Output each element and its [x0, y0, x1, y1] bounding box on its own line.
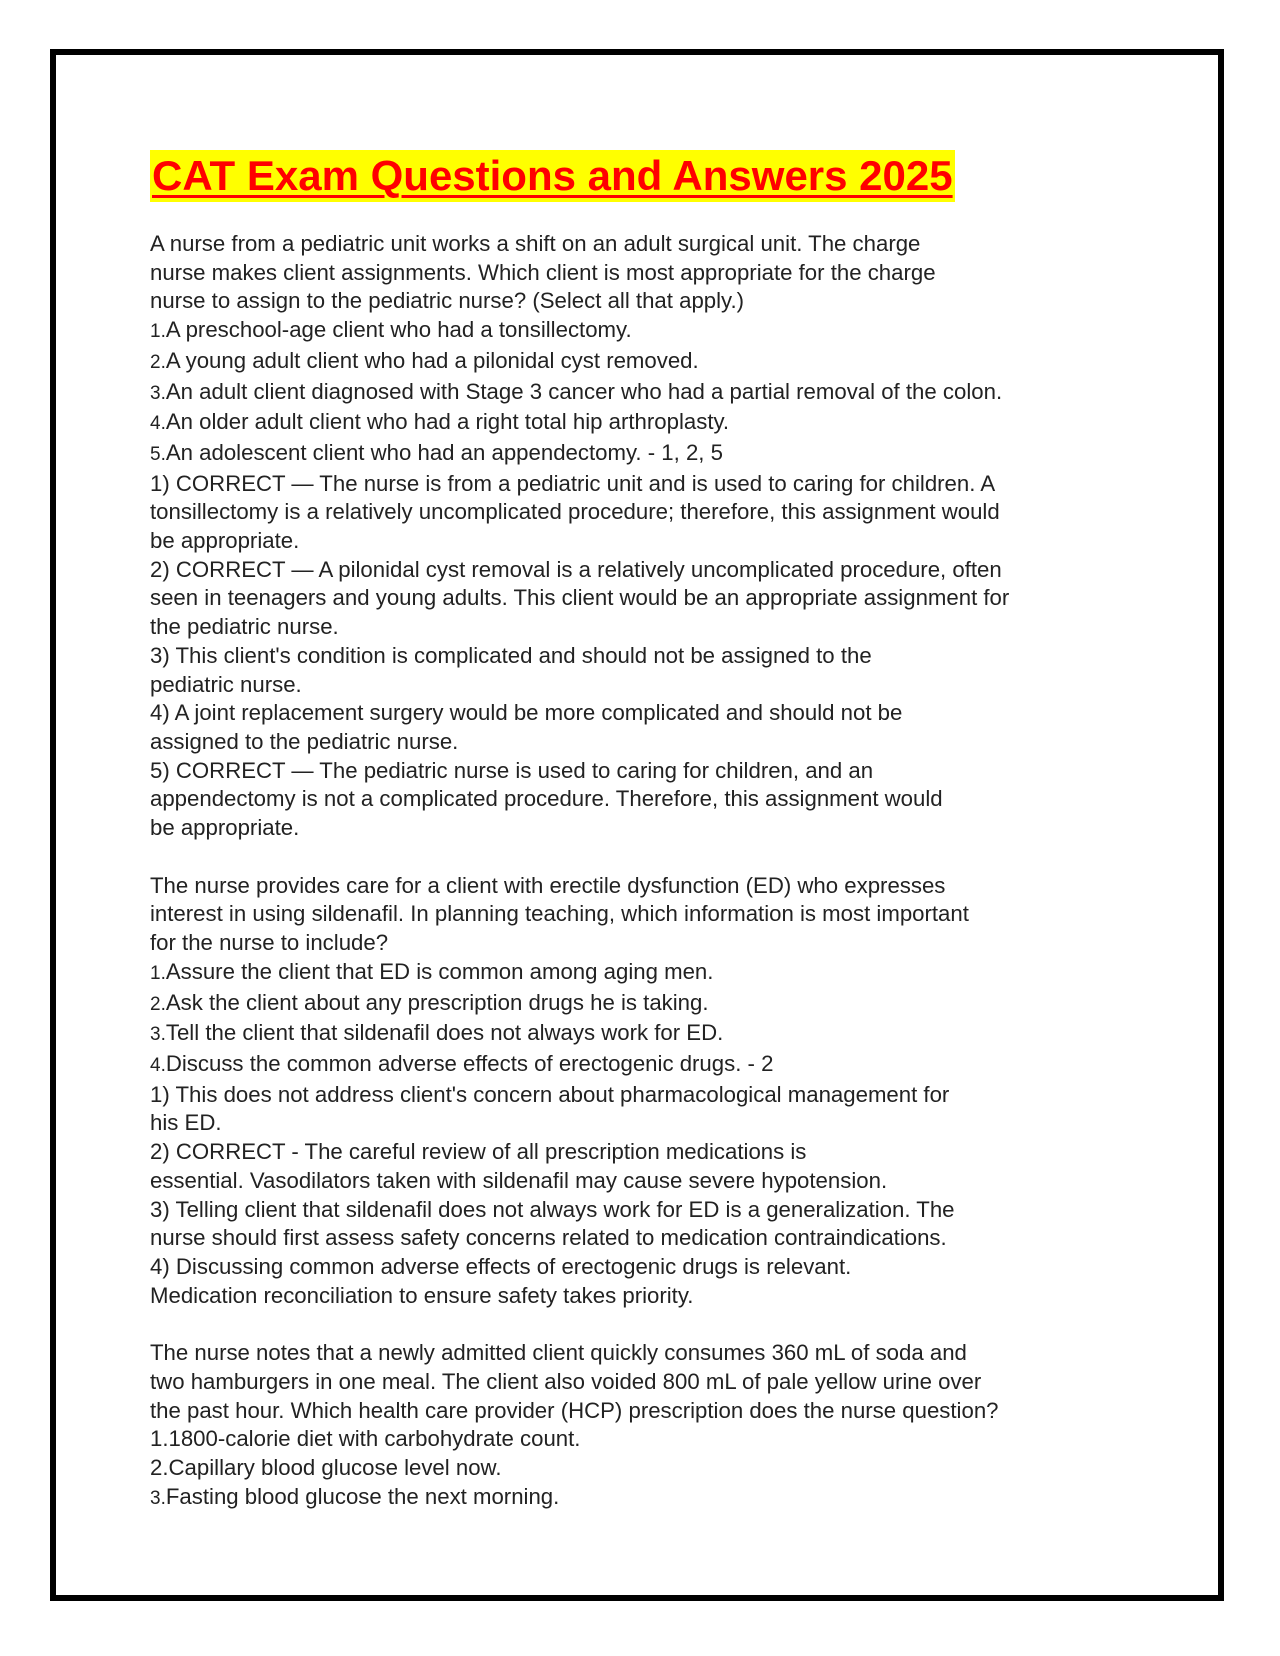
text-line: [150, 470, 1150, 499]
line-text: An adult client diagnosed with Stage 3 cancer who had a partial removal of the colon.: [165, 378, 1003, 404]
text-line: [150, 757, 1150, 786]
line-text: for the nurse to include?: [150, 930, 389, 956]
question-block: [150, 230, 1150, 843]
text-line: [150, 1019, 1150, 1050]
text-line: [150, 1483, 1150, 1514]
line-text: A nurse from a pediatric unit works a shift on an adult surgical unit. The charge: [150, 231, 921, 256]
text-line: [150, 1050, 1150, 1081]
option-number: 1.: [150, 962, 166, 984]
line-text: seen in teenagers and young adults. This client would be an appropriate assignment for: [150, 585, 1010, 611]
line-text: 3) Telling client that sildenafil does not always work for ED is a generalization. The: [150, 1196, 955, 1222]
text-line: [150, 671, 1150, 700]
line-text: the pediatric nurse.: [150, 614, 339, 640]
text-line: [150, 929, 1150, 958]
text-line: [150, 527, 1150, 556]
option-number: 4.: [150, 1054, 166, 1076]
text-line: [150, 1109, 1150, 1138]
line-text: his ED.: [150, 1110, 222, 1136]
line-text: A preschool-age client who had a tonsillectomy.: [165, 317, 632, 343]
line-text: Fasting blood glucose the next morning.: [165, 1483, 560, 1509]
text-line: [150, 613, 1150, 642]
option-number: 3.: [150, 1024, 166, 1046]
text-line: [150, 900, 1150, 929]
line-text: assigned to the pediatric nurse.: [150, 728, 459, 754]
text-line: [150, 1196, 1150, 1225]
document-content: [150, 150, 1150, 1543]
line-text: nurse should first assess safety concerns related to medication contraindications.: [150, 1225, 947, 1251]
line-text: 4) A joint replacement surgery would be more complicated and should not be: [150, 700, 903, 726]
line-text: 3) This client's condition is complicated and should not be assigned to the: [150, 642, 872, 668]
text-line: [150, 1454, 1150, 1483]
line-text: 2) CORRECT — A pilonidal cyst removal is a relatively uncomplicated procedure, often: [150, 556, 1002, 582]
line-text: 5) CORRECT — The pediatric nurse is used to caring for children, and an: [150, 757, 874, 783]
text-line: [150, 1138, 1150, 1167]
text-line: [150, 408, 1150, 439]
line-text: essential. Vasodilators taken with sildenafil may cause severe hypotension.: [150, 1167, 888, 1193]
option-number: 3.: [150, 1487, 166, 1509]
text-line: [150, 642, 1150, 671]
text-line: [150, 814, 1150, 843]
line-text: An adolescent client who had an appendectomy. - 1, 2, 5: [165, 439, 723, 465]
text-line: [150, 1253, 1150, 1282]
text-line: [150, 584, 1150, 613]
text-line: [150, 378, 1150, 409]
text-line: [150, 785, 1150, 814]
option-number: 2.: [150, 351, 166, 373]
line-text: pediatric nurse.: [150, 671, 302, 697]
text-line: [150, 287, 1150, 316]
text-line: [150, 1425, 1150, 1454]
text-line: [150, 958, 1150, 989]
line-text: A young adult client who had a pilonidal cyst removed.: [165, 347, 699, 373]
question-block: [150, 1339, 1150, 1513]
line-text: An older adult client who had a right total hip arthroplasty.: [165, 409, 730, 435]
option-number: 3.: [150, 382, 166, 404]
text-line: [150, 316, 1150, 347]
text-line: [150, 347, 1150, 378]
line-text: two hamburgers in one meal. The client also voided 800 mL of pale yellow urine over: [150, 1369, 982, 1395]
line-text: Discuss the common adverse effects of erectogenic drugs. - 2: [165, 1050, 774, 1076]
line-text: be appropriate.: [150, 815, 300, 841]
line-text: 2.Capillary blood glucose level now.: [150, 1455, 502, 1481]
text-line: [150, 498, 1150, 527]
line-text: nurse makes client assignments. Which client is most appropriate for the charge: [150, 259, 936, 285]
page-title: CAT Exam Questions and Answers 2025: [150, 150, 955, 202]
line-text: appendectomy is not a complicated procedure. Therefore, this assignment would: [150, 786, 943, 812]
text-line: [150, 872, 1150, 901]
text-line: [150, 728, 1150, 757]
line-text: Medication reconciliation to ensure safety takes priority.: [150, 1282, 694, 1308]
text-line: [150, 1224, 1150, 1253]
option-number: 5.: [150, 443, 166, 465]
option-number: 2.: [150, 993, 166, 1015]
text-line: [150, 989, 1150, 1020]
text-line: [150, 1167, 1150, 1196]
line-text: 1) CORRECT — The nurse is from a pediatric unit and is used to caring for children. A: [150, 470, 996, 496]
line-text: Ask the client about any prescription drugs he is taking.: [165, 989, 709, 1015]
line-text: nurse to assign to the pediatric nurse? (Select all that apply.): [150, 288, 745, 314]
text-line: [150, 1397, 1150, 1426]
option-number: 4.: [150, 413, 166, 435]
question-block: [150, 872, 1150, 1311]
line-text: 4) Discussing common adverse effects of erectogenic drugs is relevant.: [150, 1253, 852, 1279]
text-line: [150, 1368, 1150, 1397]
text-line: [150, 1282, 1150, 1311]
line-text: The nurse provides care for a client with erectile dysfunction (ED) who expresses: [150, 872, 946, 898]
line-text: tonsillectomy is a relatively uncomplicated procedure; therefore, this assignment would: [150, 499, 1000, 525]
line-text: Tell the client that sildenafil does not always work for ED.: [165, 1020, 724, 1046]
line-text: 2) CORRECT - The careful review of all prescription medications is: [150, 1139, 807, 1165]
text-line: [150, 699, 1150, 728]
line-text: The nurse notes that a newly admitted client quickly consumes 360 mL of soda and: [150, 1340, 967, 1366]
line-text: interest in using sildenafil. In planning teaching, which information is most important: [150, 901, 969, 927]
text-line: [150, 230, 1150, 259]
line-text: 1) This does not address client's concern about pharmacological management for: [150, 1081, 950, 1107]
text-line: [150, 1081, 1150, 1110]
line-text: 1.1800-calorie diet with carbohydrate count.: [150, 1426, 581, 1452]
line-text: be appropriate.: [150, 528, 300, 554]
text-line: [150, 1339, 1150, 1368]
option-number: 1.: [150, 321, 166, 343]
question-list: [150, 230, 1150, 1514]
text-line: [150, 439, 1150, 470]
line-text: Assure the client that ED is common among aging men.: [165, 958, 714, 984]
text-line: [150, 556, 1150, 585]
text-line: [150, 259, 1150, 288]
line-text: the past hour. Which health care provider (HCP) prescription does the nurse question?: [150, 1397, 999, 1423]
